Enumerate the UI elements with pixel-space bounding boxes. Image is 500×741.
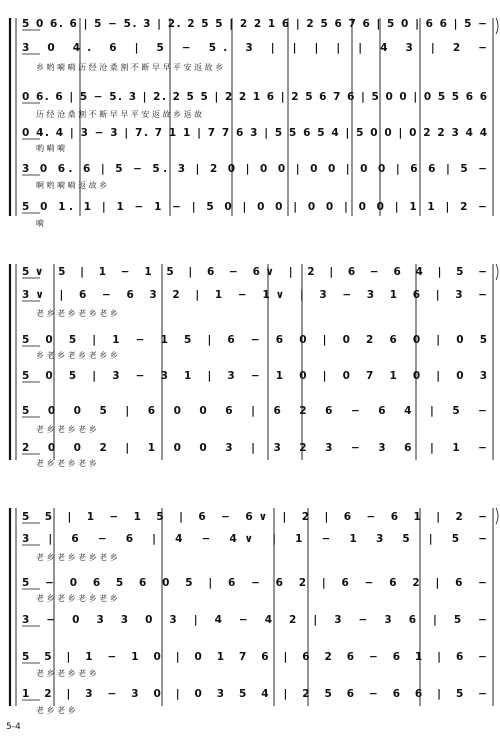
lyrics-line: 啊 哟 嗬 嗬 返 故 乡 <box>36 181 108 190</box>
notation-line: 3∨ | 6 − 6 3 2 | 1 − 1∨ | 3 − 3 1 6 | 3 − <box>22 289 488 301</box>
lyrics-line: 乡 哟 嗬 嗬 历 经 沧 桑 割 不 断 早 早 平 安 返 故 乡 <box>36 63 224 72</box>
lyrics-line: 老 乡 老 乡 老 乡 老 乡 <box>36 553 118 562</box>
lyrics-line: 嗬 <box>36 219 44 228</box>
brace-mark <box>496 264 498 280</box>
lyrics-line: 哟 嗬 嗬 <box>36 144 66 153</box>
notation-line: 5 0 6. 6 | 5 − 5. 3 | 2. 2 5 5 | 2 2 1 6 | 2 5 6 7 6 | 5 0 | 6 6 | 5 − <box>22 18 487 30</box>
brace-mark <box>496 18 498 34</box>
notation-line: 0 4. 4 | 3 − 3 | 7. 7 1 1 | 7 7 6 3 | 5 5 6 5 4 | 5 0 0 | 0 2 2 3 4 4 <box>22 127 488 139</box>
lyrics-line: 老 乡 老 乡 老 乡 <box>36 425 97 434</box>
notation-line: 5 − 0 6 5 6 0 5 | 6 − 6 2 | 6 − 6 2 | 6 − <box>22 577 487 589</box>
lyrics-line: 老 乡 老 乡 老 乡 <box>36 669 97 678</box>
brace-mark <box>496 508 498 524</box>
score-system <box>10 264 498 468</box>
notation-line: 5 5 | 1 − 1 5 | 6 − 6∨ | 2 | 6 − 6 1 | 2 − <box>22 511 488 523</box>
page-number: 5-4 <box>6 722 21 732</box>
notation-line: 1 2 | 3 − 3 0 | 0 3 5 4 | 2 5 6 − 6 6 | 5 − <box>22 688 487 700</box>
notation-line: 5 0 1. 1 | 1 − 1 − | 5 0 | 0 0 | 0 0 | 0 0 | 1 1 | 2 − <box>22 201 487 213</box>
notation-line: 5 0 5 | 1 − 1 5 | 6 − 6 0 | 0 2 6 0 | 0 5 <box>22 334 488 346</box>
notation-line: 0 6. 6 | 5 − 5. 3 | 2. 2 5 5 | 2 2 1 6 | 2 5 6 7 6 | 5 0 0 | 0 5 5 6 6 <box>22 91 488 103</box>
score-system <box>10 18 498 228</box>
notation-line: 5 5 | 1 − 1 0 | 0 1 7 6 | 6 2 6 − 6 1 | 6 − <box>22 651 487 663</box>
notation-line: 5 0 5 | 3 − 3 1 | 3 − 1 0 | 0 7 1 0 | 0 3 <box>22 370 488 382</box>
lyrics-line: 老 乡 老 乡 <box>36 706 76 715</box>
notation-line: 2 0 0 2 | 1 0 0 3 | 3 2 3 − 3 6 | 1 − <box>22 442 487 454</box>
score-system <box>10 508 498 715</box>
lyrics-line: 历 经 沧 桑 割 不 断 早 早 平 安 返 故 乡 返 故 <box>36 110 203 119</box>
notation-line: 3 | 6 − 6 | 4 − 4∨ | 1 − 1 3 5 | 5 − <box>22 533 488 545</box>
lyrics-line: 老 乡 老 乡 老 乡 老 乡 <box>36 309 118 318</box>
notation-line: 5 0 0 5 | 6 0 0 6 | 6 2 6 − 6 4 | 5 − <box>22 405 487 417</box>
lyrics-line: 老 乡 老 乡 老 乡 老 乡 <box>36 594 118 603</box>
notation-line: 3 0 6. 6 | 5 − 5. 3 | 2 0 | 0 0 | 0 0 | 0 0 | 6 6 | 5 − <box>22 163 488 175</box>
notation-line: 5∨ 5 | 1 − 1 5 | 6 − 6∨ | 2 | 6 − 6 4 | 5 − <box>22 266 488 278</box>
lyrics-line: 乡 老 乡 老 乡 老 乡 乡 <box>36 351 118 360</box>
notation-line: 3 − 0 3 3 0 3 | 4 − 4 2 | 3 − 3 6 | 5 − <box>22 614 487 626</box>
notation-line: 3 0 4. 6 | 5 − 5. 3 | | | | | 4 3 | 2 − <box>22 42 488 54</box>
lyrics-line: 老 乡 老 乡 老 乡 <box>36 459 97 468</box>
